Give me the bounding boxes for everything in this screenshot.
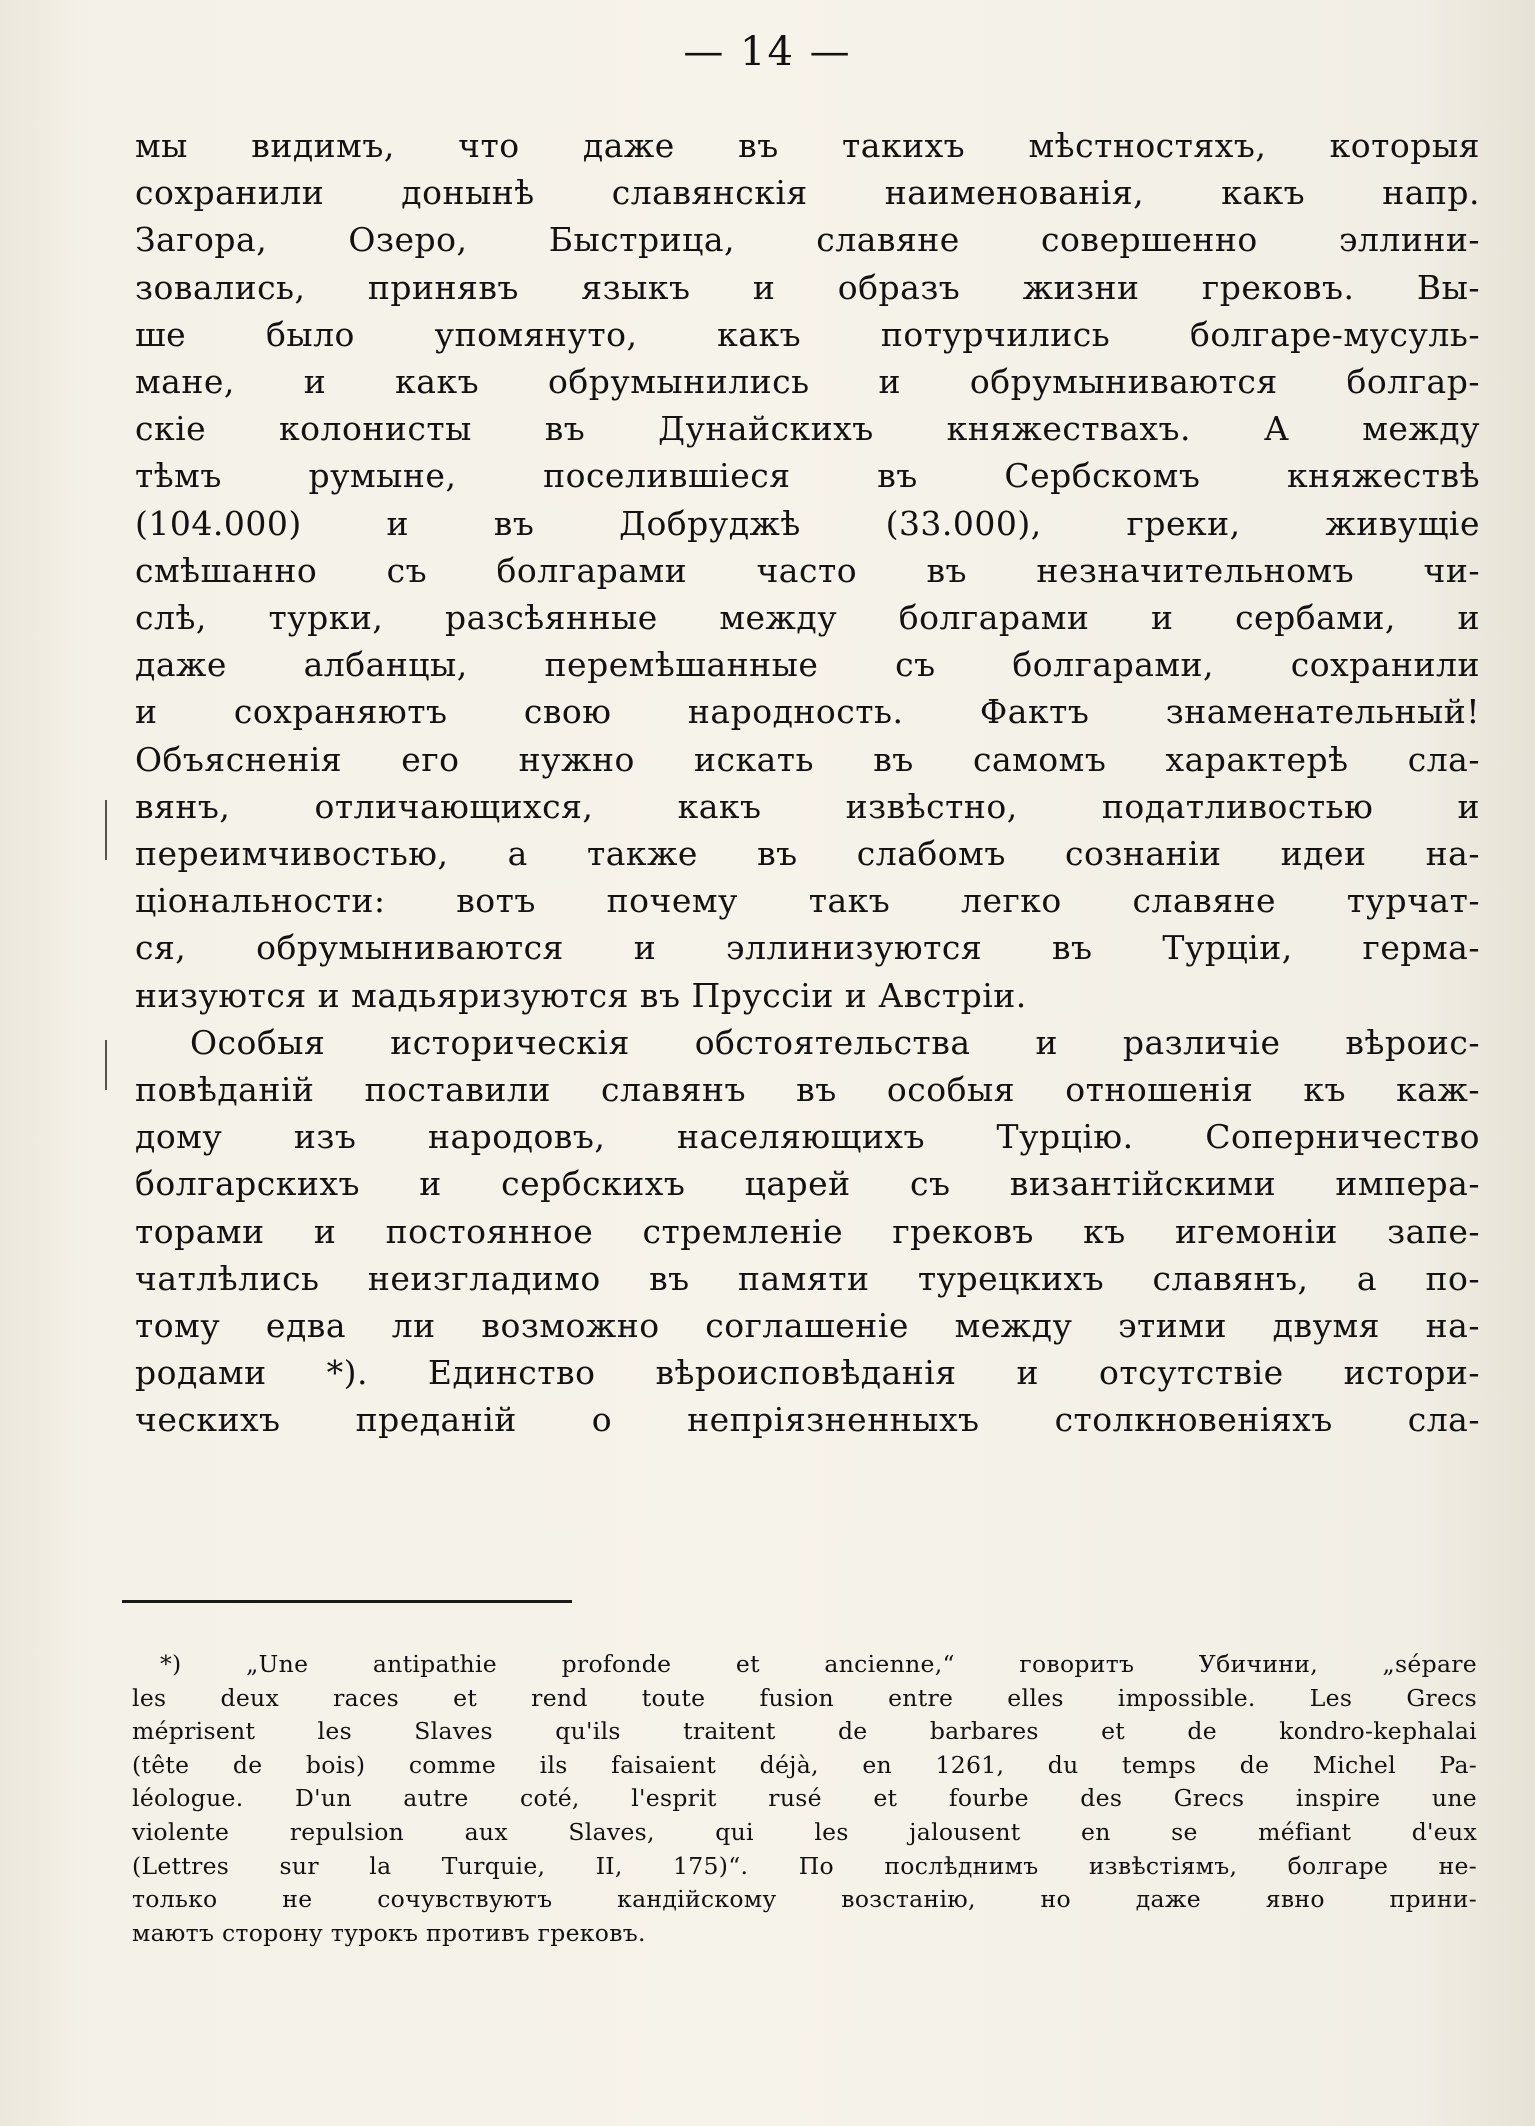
text-line: Загора, Озеро, Быстрица, славяне совершенно эллини-	[135, 220, 1480, 260]
text-line: Объясненія его нужно искать въ самомъ характерѣ сла-	[135, 739, 1480, 779]
text-line: болгарскихъ и сербскихъ царей съ византійскими импера-	[135, 1164, 1480, 1204]
text-line: переимчивостью, а также въ слабомъ сознаніи идеи на-	[135, 834, 1480, 874]
footnote-line: *) „Une antipathie profonde et ancienne,“ говоритъ Убичини, „sépare	[160, 1650, 1477, 1678]
footnote-line: только не сочувствуютъ кандійскому возстанію, но даже явно прини-	[132, 1885, 1477, 1914]
footnote-line: (tête de bois) comme ils faisaient déjà, en 1261, du temps de Michel Pa-	[132, 1750, 1477, 1779]
text-line: сохранили донынѣ славянскія наименованія, какъ напр.	[135, 173, 1480, 213]
footnote-line: маютъ сторону турокъ противъ грековъ.	[132, 1918, 646, 1947]
text-line: ческихъ преданій о непріязненныхъ столкновеніяхъ сла-	[135, 1400, 1480, 1440]
text-line: тому едва ли возможно соглашеніе между этими двумя на-	[135, 1306, 1480, 1346]
text-line: и сохраняютъ свою народность. Фактъ знаменательный!	[135, 692, 1480, 732]
text-line: вянъ, отличающихся, какъ извѣстно, податливостью и	[135, 786, 1480, 826]
text-line: ше было упомянуто, какъ потурчились болгаре-мусуль-	[135, 314, 1480, 354]
text-line: торами и постоянное стремленіе грековъ къ игемоніи запе-	[135, 1211, 1480, 1251]
text-line: ся, обрумыниваются и эллинизуются въ Турціи, герма-	[135, 928, 1480, 968]
text-line: дому изъ народовъ, населяющихъ Турцію. Соперничество	[135, 1117, 1480, 1157]
margin-mark	[105, 800, 107, 860]
page-number: — 14 —	[683, 29, 852, 75]
text-line: родами *). Единство вѣроисповѣданія и отсутствіе истори-	[135, 1353, 1480, 1393]
text-line: тѣмъ румыне, поселившіеся въ Сербскомъ княжествѣ	[135, 456, 1480, 496]
text-line: повѣданій поставили славянъ въ особыя отношенія къ каж-	[135, 1070, 1480, 1110]
text-line: ціональности: вотъ почему такъ легко славяне турчат-	[135, 881, 1480, 921]
text-line: слѣ, турки, разсѣянные между болгарами и сербами, и	[135, 598, 1480, 638]
footnote-line: les deux races et rend toute fusion entre elles impossible. Les Grecs	[132, 1683, 1477, 1712]
main-text	[135, 122, 1480, 1444]
text-line: (104.000) и въ Добруджѣ (33.000), греки, живущіе	[135, 503, 1480, 543]
footnote-line: (Lettres sur la Turquie, II, 175)“. По послѣднимъ извѣстіямъ, болгаре не-	[132, 1851, 1477, 1880]
text-line: мы видимъ, что даже въ такихъ мѣстностяхъ, которыя	[135, 126, 1480, 165]
text-line: низуются и мадьяризуются въ Пруссіи и Австріи.	[135, 975, 1027, 1015]
text-line: Особыя историческія обстоятельства и различіе вѣроис-	[190, 1022, 1480, 1062]
text-line: зовались, принявъ языкъ и образъ жизни грековъ. Вы-	[135, 267, 1480, 307]
footnote-line: méprisent les Slaves qu'ils traitent de barbares et de kondro-kephalai	[132, 1717, 1477, 1746]
text-line: мане, и какъ обрумынились и обрумыниваются болгар-	[135, 362, 1480, 402]
footnote	[132, 1648, 1477, 1950]
footnote-divider	[122, 1600, 572, 1603]
text-line: смѣшанно съ болгарами часто въ незначительномъ чи-	[135, 550, 1480, 590]
text-line: даже албанцы, перемѣшанные съ болгарами, сохранили	[135, 645, 1480, 685]
footnote-line: violente repulsion aux Slaves, qui les jalousent en se méfiant d'eux	[132, 1817, 1477, 1846]
text-line: чатлѣлись неизгладимо въ памяти турецкихъ славянъ, а по-	[135, 1258, 1480, 1298]
margin-mark	[105, 1040, 107, 1090]
footnote-line: léologue. D'un autre coté, l'esprit rusé et fourbe des Grecs inspire une	[132, 1784, 1477, 1813]
text-line: скіе колонисты въ Дунайскихъ княжествахъ. А между	[135, 409, 1480, 449]
